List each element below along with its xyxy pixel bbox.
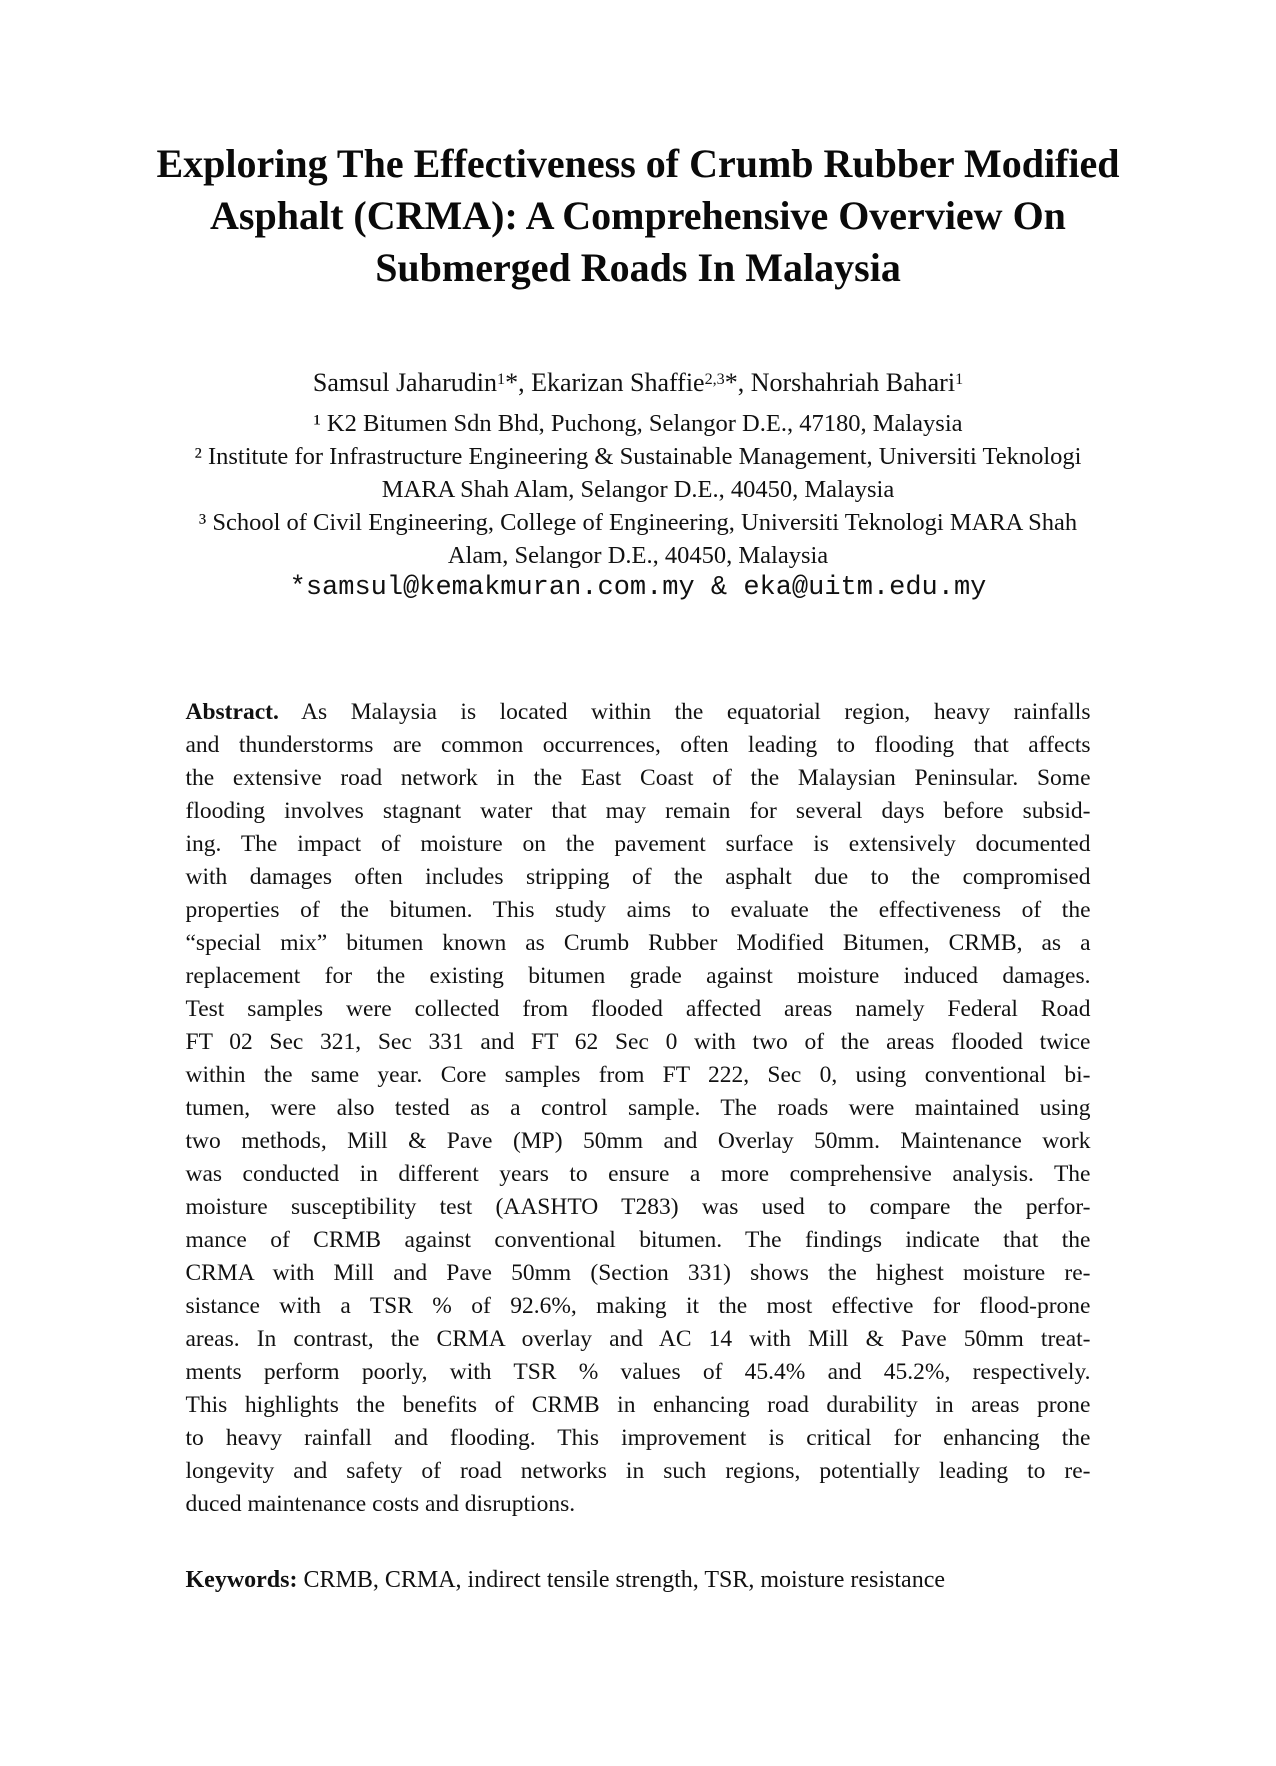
paper-title bbox=[0, 138, 1276, 294]
abstract-line: ments perform poorly, with TSR % values of 45.4% and 45.2%, respectively. bbox=[185, 1359, 1091, 1385]
abstract-line: Test samples were collected from flooded affected areas namely Federal Road bbox=[185, 996, 1091, 1022]
abstract-line: CRMA with Mill and Pave 50mm (Section 331) shows the highest moisture re- bbox=[185, 1260, 1091, 1286]
abstract-line: within the same year. Core samples from FT 222, Sec 0, using conventional bi- bbox=[185, 1062, 1091, 1088]
abstract-line: flooding involves stagnant water that may remain for several days before subsid- bbox=[185, 798, 1091, 824]
abstract-line: the extensive road network in the East Coast of the Malaysian Peninsular. Some bbox=[185, 765, 1091, 791]
abstract-line: was conducted in different years to ensure a more comprehensive analysis. The bbox=[185, 1161, 1091, 1187]
abstract-line: properties of the bitumen. This study aims to evaluate the effectiveness of the bbox=[185, 897, 1091, 923]
abstract-line: two methods, Mill & Pave (MP) 50mm and Overlay 50mm. Maintenance work bbox=[185, 1128, 1091, 1154]
abstract-line: FT 02 Sec 321, Sec 331 and FT 62 Sec 0 with two of the areas flooded twice bbox=[185, 1029, 1091, 1055]
abstract-line: This highlights the benefits of CRMB in enhancing road durability in areas prone bbox=[185, 1392, 1091, 1418]
author-affiliation-mark: 2,3 bbox=[704, 370, 725, 388]
abstract-line: ing. The impact of moisture on the pavement surface is extensively documented bbox=[185, 831, 1091, 857]
affiliation-line: MARA Shah Alam, Selangor D.E., 40450, Malaysia bbox=[381, 476, 895, 503]
affiliation-line: ³ School of Civil Engineering, College of Engineering, Universiti Teknologi MARA Shah bbox=[198, 509, 1078, 536]
abstract-line: and thunderstorms are common occurrences, often leading to flooding that affects bbox=[185, 732, 1091, 758]
author-1 bbox=[313, 368, 531, 397]
author-corresponding-mark: * bbox=[505, 368, 519, 397]
abstract-line: longevity and safety of road networks in such regions, potentially leading to re- bbox=[185, 1458, 1091, 1484]
abstract-line: tumen, were also tested as a control sample. The roads were maintained using bbox=[185, 1095, 1091, 1121]
abstract-first-line-text: As Malaysia is located within the equatorial region, heavy rainfalls bbox=[301, 699, 1091, 725]
abstract-line: sistance with a TSR % of 92.6%, making it the most effective for flood-prone bbox=[185, 1293, 1091, 1319]
author-affiliation-mark: 1 bbox=[955, 370, 964, 388]
affiliation-line: ² Institute for Infrastructure Engineering & Sustainable Management, Universiti Teknologi bbox=[194, 443, 1082, 470]
author-corresponding-mark: * bbox=[724, 368, 738, 397]
keywords-text: CRMB, CRMA, indirect tensile strength, TSR, moisture resistance bbox=[303, 1567, 945, 1593]
title-line: Asphalt (CRMA): A Comprehensive Overview On bbox=[210, 193, 1066, 238]
abstract-line: mance of CRMB against conventional bitumen. The findings indicate that the bbox=[185, 1227, 1091, 1253]
affiliation-line: Alam, Selangor D.E., 40450, Malaysia bbox=[447, 542, 829, 569]
abstract-line: moisture susceptibility test (AASHTO T283) was used to compare the perfor- bbox=[185, 1194, 1091, 1220]
abstract-line: to heavy rainfall and flooding. This improvement is critical for enhancing the bbox=[185, 1425, 1091, 1451]
email-line: *samsul@kemakmuran.com.my & eka@uitm.edu.my bbox=[289, 573, 987, 603]
author-affiliation-mark: 1 bbox=[497, 370, 506, 388]
author-name: Samsul Jaharudin bbox=[312, 368, 498, 397]
affiliation-line: ¹ K2 Bitumen Sdn Bhd, Puchong, Selangor D.E., 47180, Malaysia bbox=[313, 410, 963, 437]
keywords-label: Keywords: bbox=[185, 1567, 298, 1593]
abstract-body bbox=[186, 729, 1091, 1521]
affiliations-block bbox=[0, 407, 1276, 572]
author-name: Ekarizan Shaffie bbox=[531, 368, 705, 397]
title-line: Exploring The Effectiveness of Crumb Rubber Modified bbox=[156, 141, 1120, 186]
author-3 bbox=[751, 368, 963, 397]
abstract-line: replacement for the existing bitumen grade against moisture induced damages. bbox=[185, 963, 1091, 989]
authors-line bbox=[0, 366, 1276, 399]
abstract-first-line bbox=[186, 696, 1091, 729]
author-separator: , bbox=[518, 368, 532, 397]
author-name: Norshahriah Bahari bbox=[750, 368, 956, 397]
author-separator: , bbox=[737, 368, 751, 397]
abstract bbox=[186, 696, 1091, 1521]
author-2 bbox=[531, 368, 751, 397]
abstract-line: areas. In contrast, the CRMA overlay and AC 14 with Mill & Pave 50mm treat- bbox=[185, 1326, 1091, 1352]
abstract-line: “special mix” bitumen known as Crumb Rubber Modified Bitumen, CRMB, as a bbox=[185, 930, 1091, 956]
abstract-line: duced maintenance costs and disruptions. bbox=[185, 1491, 576, 1517]
title-line: Submerged Roads In Malaysia bbox=[375, 245, 901, 290]
keywords-line bbox=[186, 1564, 1091, 1597]
abstract-label: Abstract. bbox=[185, 699, 279, 725]
abstract-line: with damages often includes stripping of the asphalt due to the compromised bbox=[185, 864, 1091, 890]
